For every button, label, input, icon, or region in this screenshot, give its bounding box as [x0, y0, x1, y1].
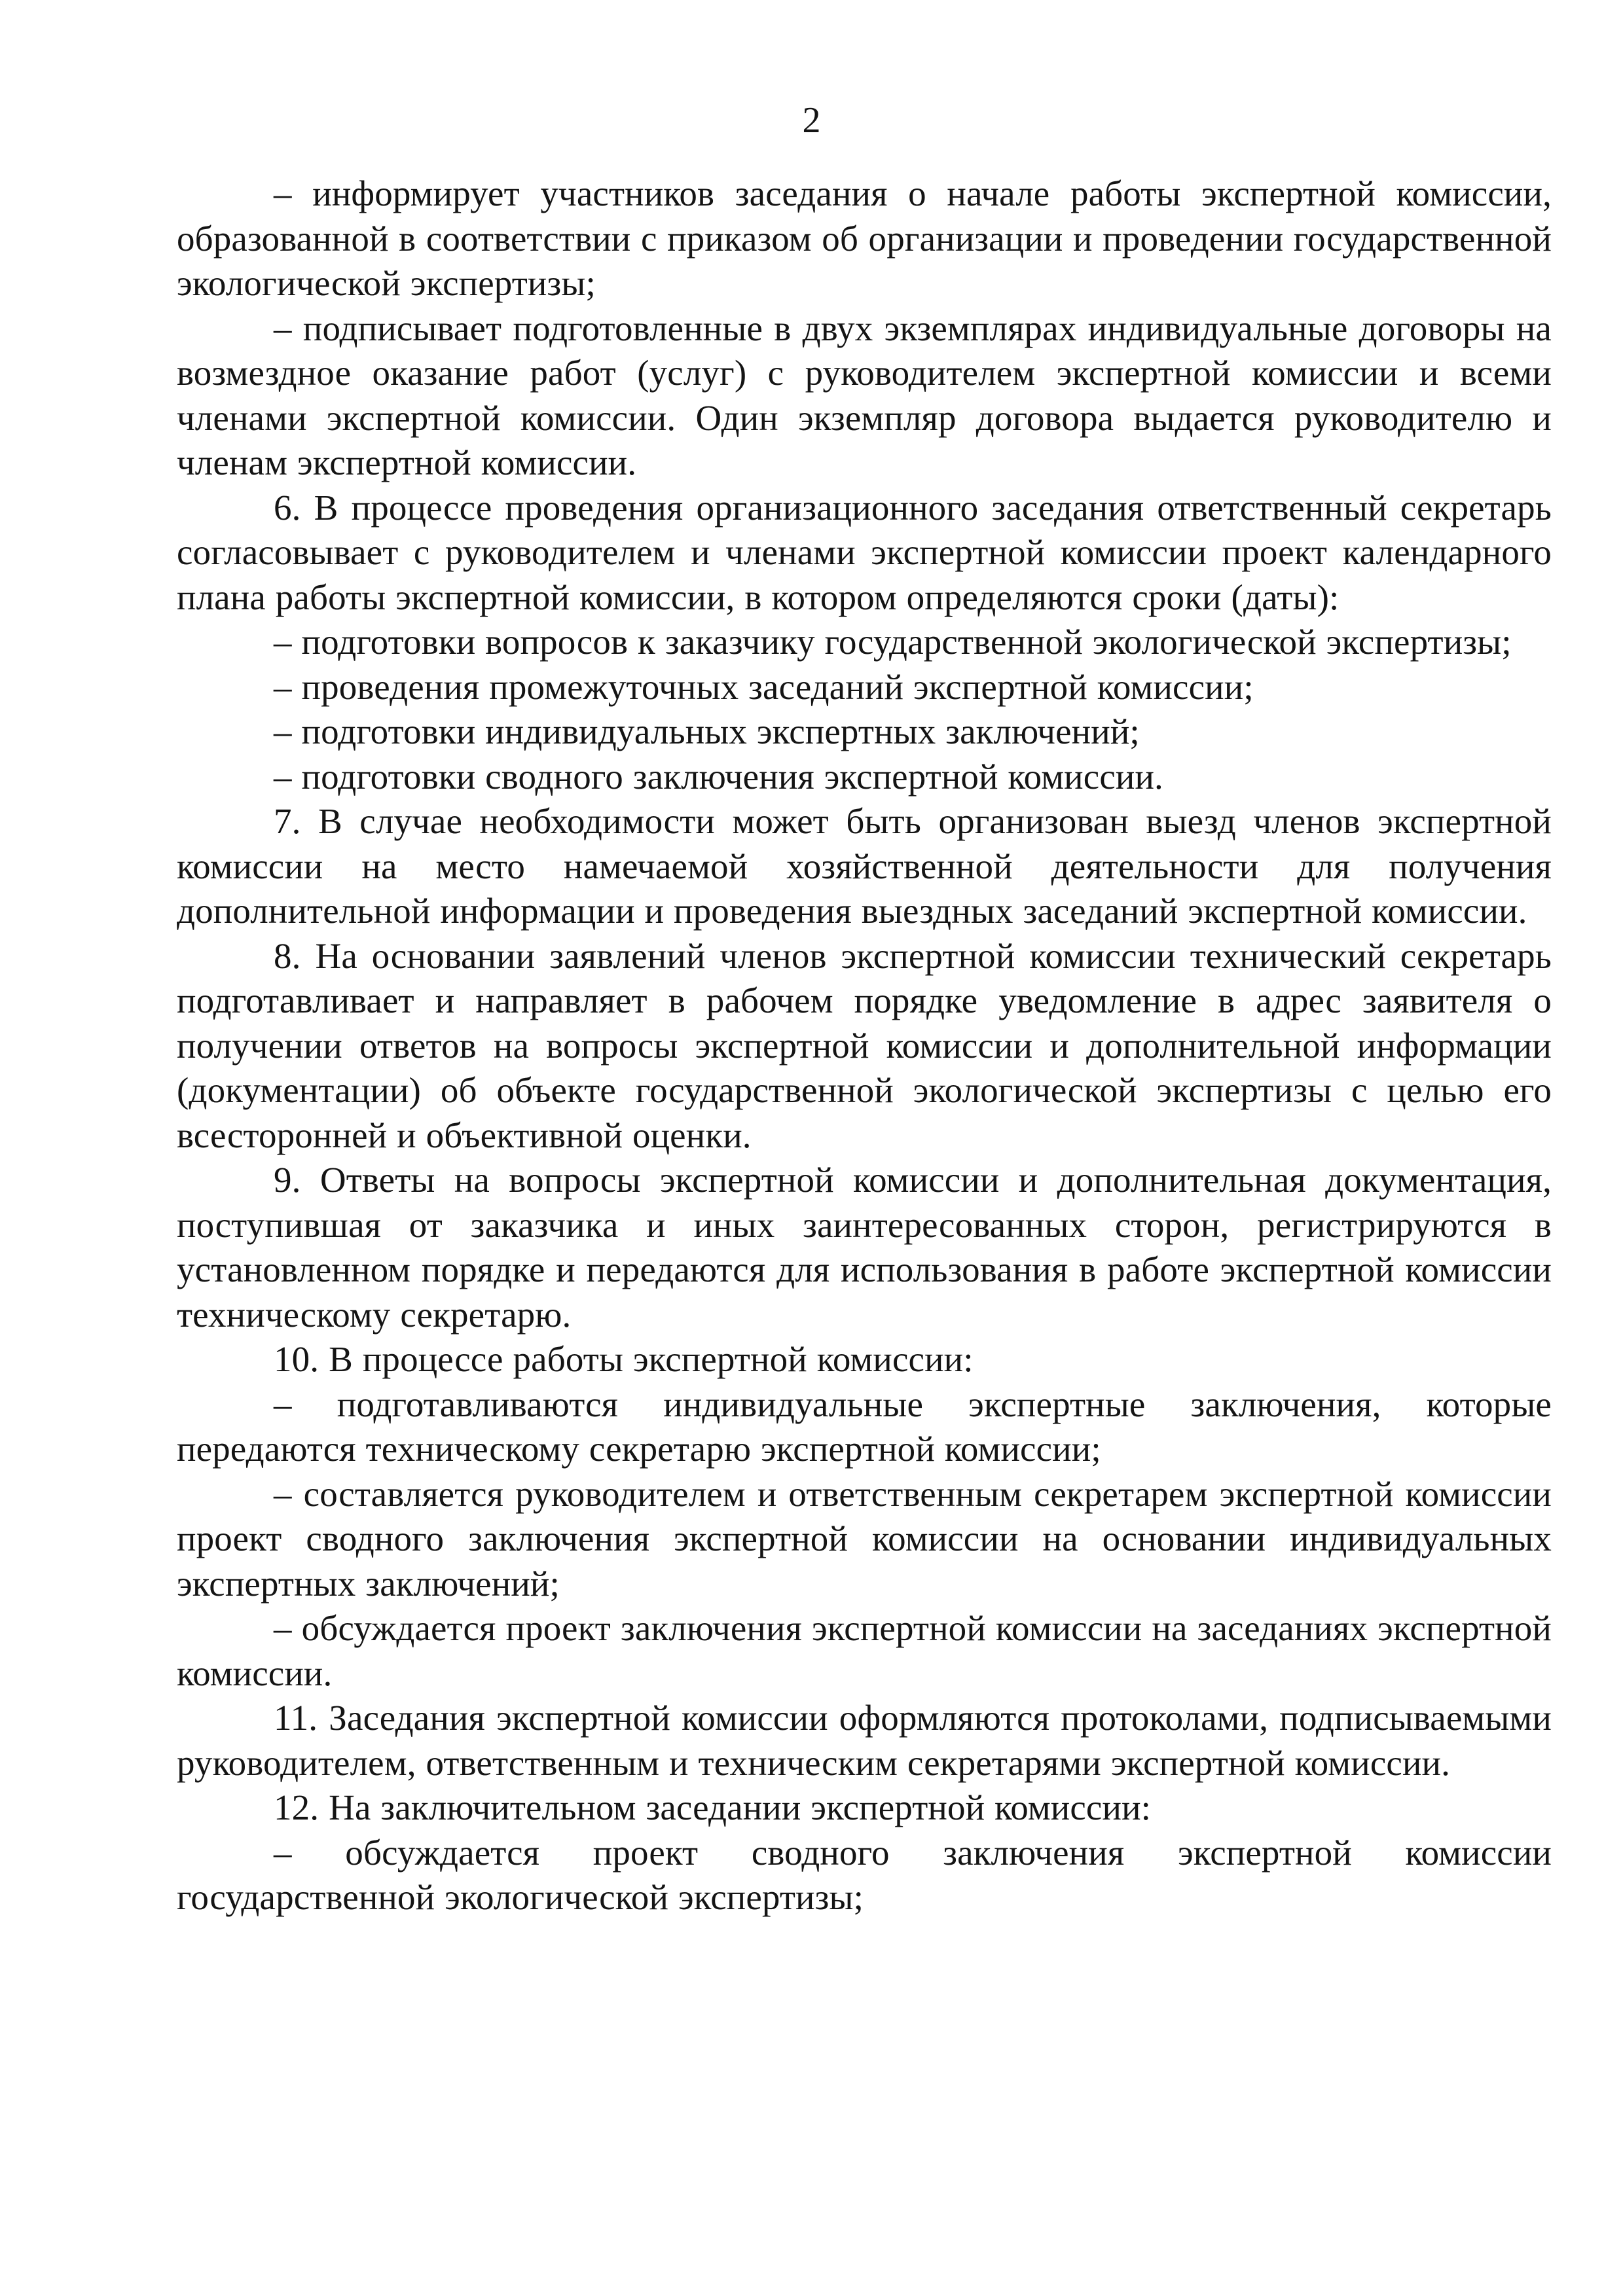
paragraph-final-discussion: – обсуждается проект сводного заключения экспертной комиссии государственной экологической экспертизы;: [177, 1832, 1552, 1917]
paragraph-item-7: 7. В случае необходимости может быть организован выезд членов экспертной комиссии на место намечаемой хозяйственной деятельности для получения дополнительной информации и проведения выездных заседаний экспертной комиссии.: [177, 801, 1552, 931]
paragraph-informs-participants: – информирует участников заседания о начале работы экспертной комиссии, образованной в соответствии с приказом об организации и проведении государственной экологической экспертизы;: [177, 173, 1552, 303]
paragraph-draft-summary: – составляется руководителем и ответственным секретарем экспертной комиссии проект сводного заключения экспертной комиссии на основании индивидуальных экспертных заключений;: [177, 1473, 1552, 1604]
paragraph-signs-contracts: – подписывает подготовленные в двух экземплярах индивидуальные договоры на возмездное оказание работ (услуг) с руководителем экспертной комиссии и всеми членами экспертной комиссии. Один экземпляр договора выдается руководителю и членам экспертной комиссии.: [177, 308, 1552, 482]
paragraph-summary-conclusion: – подготовки сводного заключения экспертной комиссии.: [274, 756, 1163, 797]
paragraph-item-9: 9. Ответы на вопросы экспертной комиссии и дополнительная документация, поступившая от заказчика и иных заинтересованных сторон, регистрируются в установленном порядке и передаются для использования в работе экспертной комиссии техническому секретарю.: [177, 1160, 1552, 1335]
paragraph-questions-preparation: – подготовки вопросов к заказчику государственной экологической экспертизы;: [274, 622, 1512, 662]
page-number: 2: [802, 100, 821, 141]
paragraph-interim-meetings: – проведения промежуточных заседаний экспертной комиссии;: [274, 666, 1254, 707]
paragraph-item-11: 11. Заседания экспертной комиссии оформляются протоколами, подписываемыми руководителем, ответственным и техническим секретарями экспертной комиссии.: [177, 1698, 1552, 1783]
paragraph-item-6: 6. В процессе проведения организационного заседания ответственный секретарь согласовывает с руководителем и членами экспертной комиссии проект календарного плана работы экспертной комиссии, в котором определяются сроки (даты):: [177, 487, 1552, 617]
paragraph-discussion: – обсуждается проект заключения экспертной комиссии на заседаниях экспертной комиссии.: [177, 1608, 1552, 1693]
paragraph-item-10: 10. В процессе работы экспертной комиссии:: [274, 1339, 974, 1379]
paragraph-item-12: 12. На заключительном заседании экспертной комиссии:: [274, 1787, 1152, 1827]
paragraph-prepared-conclusions: – подготавливаются индивидуальные экспертные заключения, которые передаются техническому секретарю экспертной комиссии;: [177, 1384, 1552, 1469]
paragraph-item-8: 8. На основании заявлений членов экспертной комиссии технический секретарь подготавливает и направляет в рабочем порядке уведомление в адрес заявителя о получении ответов на вопросы экспертной комиссии и дополнительной информации (документации) об объекте государственной экологической экспертизы с целью его всесторонней и объективной оценки.: [177, 935, 1552, 1155]
paragraph-individual-conclusions: – подготовки индивидуальных экспертных заключений;: [274, 711, 1140, 751]
document-body: [177, 171, 1552, 1920]
